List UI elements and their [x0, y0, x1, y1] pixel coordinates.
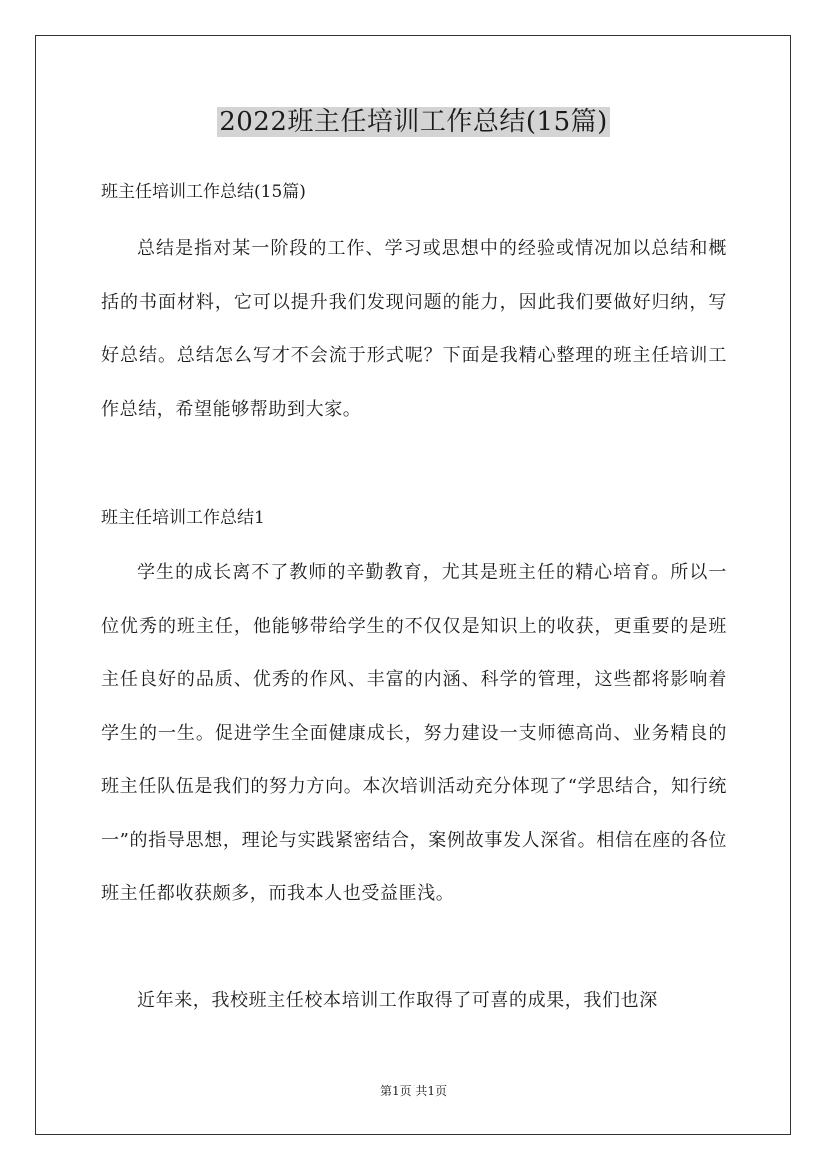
document-title-text: 2022班主任培训工作总结(15篇) — [219, 107, 608, 137]
document-title — [0, 100, 827, 143]
section-paragraph-1: 学生的成长离不了教师的辛勤教育，尤其是班主任的精心培育。所以一位优秀的班主任，他能够带给学生的不仅仅是知识上的收获，更重要的是班主任良好的品质、优秀的作风、丰富的内涵、科学的管理，这些都将影响着学生的一生。促进学生全面健康成长，努力建设一支师德高尚、业务精良的班主任队伍是我们的努力方向。本次培训活动充分体现了“学思结合，知行统一”的指导思想，理论与实践紧密结合，案例故事发人深省。相信在座的各位班主任都收获颇多，而我本人也受益匪浅。 — [101, 562, 727, 904]
section-paragraph-2: 近年来，我校班主任校本培训工作取得了可喜的成果，我们也深 — [137, 990, 658, 1011]
intro-paragraph: 总结是指对某一阶段的工作、学习或思想中的经验或情况加以总结和概括的书面材料，它可以提升我们发现问题的能力，因此我们要做好归纳，写好总结。总结怎么写才不会流于形式呢？下面是我精心整理的班主任培训工作总结，希望能够帮助到大家。 — [101, 238, 727, 420]
section-heading: 班主任培训工作总结1 — [101, 508, 265, 528]
document-subtitle: 班主任培训工作总结(15篇) — [101, 182, 306, 202]
page-footer: 第1页 共1页 — [379, 1084, 448, 1098]
